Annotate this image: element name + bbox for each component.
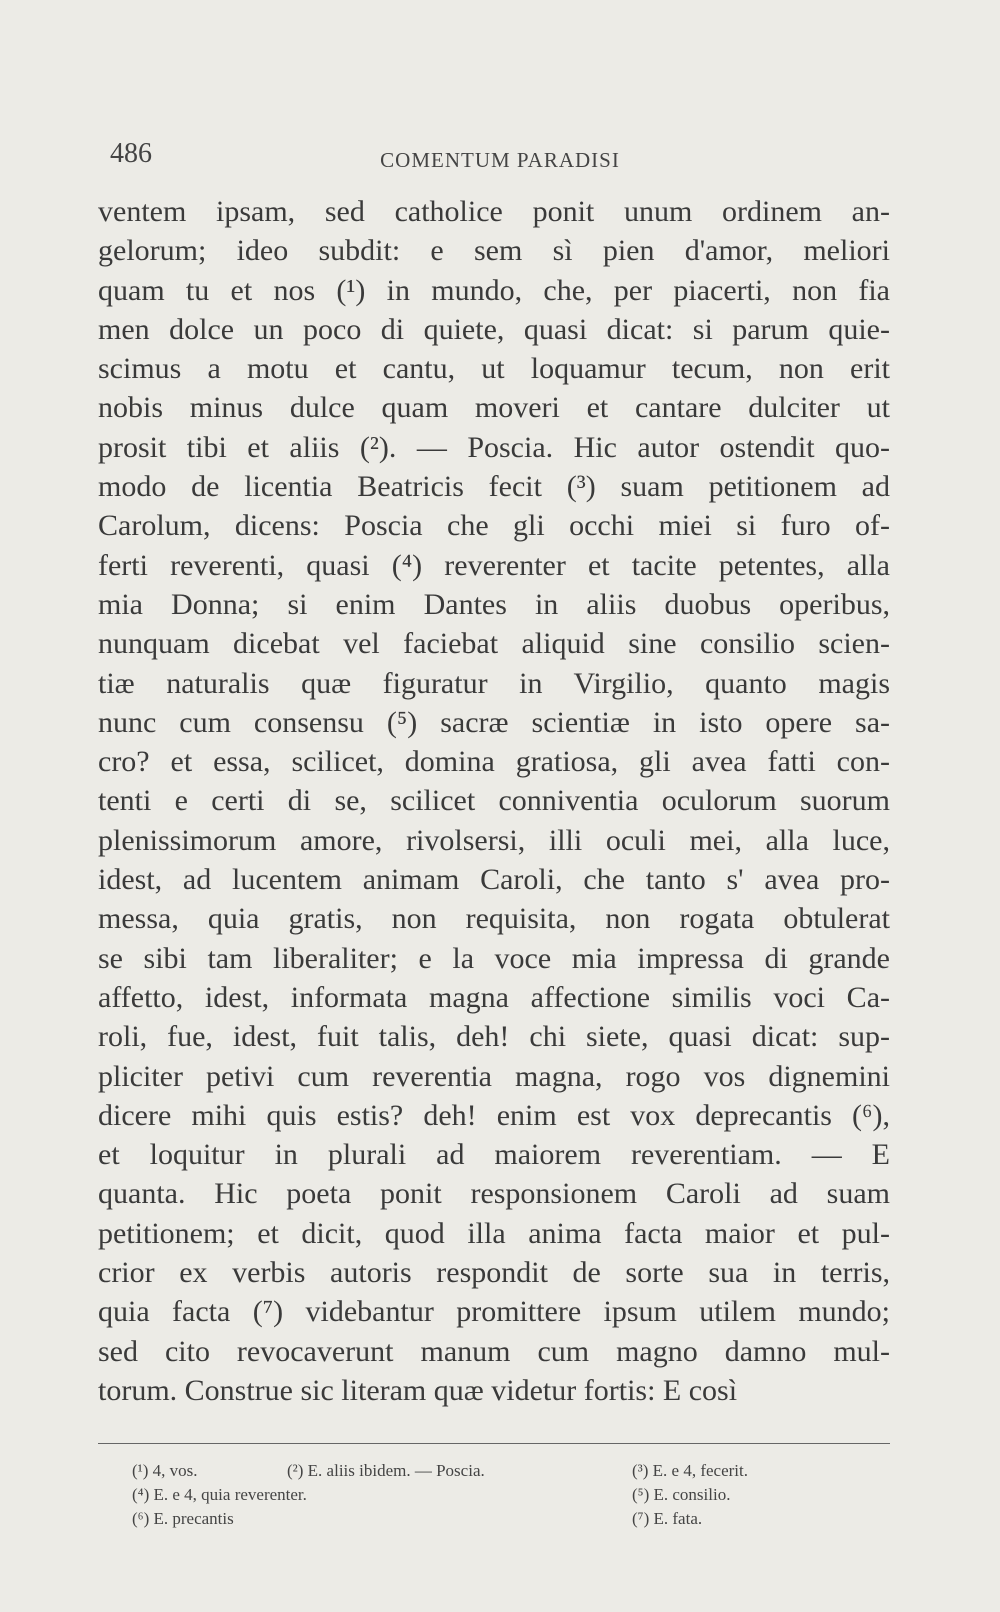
text-line: affetto, idest, informata magna affectione similis voci Ca- <box>98 980 890 1014</box>
text-line: torum. Construe sic literam quæ videtur fortis: E così <box>98 1373 738 1407</box>
text-line: tenti e certi di se, scilicet conniventia oculorum suorum <box>98 784 890 818</box>
text-line: roli, fue, idest, fuit talis, deh! chi siete, quasi dicat: sup- <box>98 1020 890 1054</box>
footnote: (²) E. aliis ibidem. — Poscia. <box>287 1461 485 1480</box>
text-line: ventem ipsam, sed catholice ponit unum ordinem an- <box>98 195 890 228</box>
footnote-divider <box>98 1443 890 1444</box>
text-line: petitionem; et dicit, quod illa anima facta maior et pul- <box>98 1216 890 1250</box>
text-line: ferti reverenti, quasi (⁴) reverenter et tacite petentes, alla <box>98 548 890 582</box>
footnote: (⁷) E. fata. <box>632 1509 703 1528</box>
text-line: dicere mihi quis estis? deh! enim est vox deprecantis (⁶), <box>98 1098 890 1132</box>
text-line: tiæ naturalis quæ figuratur in Virgilio, quanto magis <box>98 666 890 700</box>
text-line: quia facta (⁷) videbantur promittere ipsum utilem mundo; <box>98 1295 890 1329</box>
footnote: (⁵) E. consilio. <box>632 1485 731 1504</box>
page-number: 486 <box>110 138 152 169</box>
text-line: crior ex verbis autoris respondit de sorte sua in terris, <box>98 1256 890 1290</box>
text-line: pliciter petivi cum reverentia magna, rogo vos dignemini <box>98 1059 890 1093</box>
text-line: plenissimorum amore, rivolsersi, illi oculi mei, alla luce, <box>98 823 890 857</box>
text-line: gelorum; ideo subdit: e sem sì pien d'amor, meliori <box>98 234 890 268</box>
text-line: Carolum, dicens: Poscia che gli occhi miei si furo of- <box>98 509 890 543</box>
footnote: (³) E. e 4, fecerit. <box>632 1461 749 1480</box>
text-line: quam tu et nos (¹) in mundo, che, per piacerti, non fia <box>98 273 890 307</box>
text-line: messa, quia gratis, non requisita, non rogata obtulerat <box>98 902 890 936</box>
text-line: nunquam dicebat vel faciebat aliquid sine consilio scien- <box>98 627 890 661</box>
text-line: nobis minus dulce quam moveri et cantare dulciter ut <box>98 391 890 425</box>
text-line: prosit tibi et aliis (²). — Poscia. Hic autor ostendit quo- <box>98 430 890 464</box>
main-text <box>98 192 890 1410</box>
text-line: et loquitur in plurali ad maiorem reverentiam. — E <box>98 1138 890 1172</box>
footnote: (⁴) E. e 4, quia reverenter. <box>132 1485 307 1504</box>
text-line: sed cito revocaverunt manum cum magno damno mul- <box>98 1334 890 1368</box>
text-line: se sibi tam liberaliter; e la voce mia impressa di grande <box>98 941 890 975</box>
text-line: modo de licentia Beatricis fecit (³) suam petitionem ad <box>98 470 890 504</box>
text-line: men dolce un poco di quiete, quasi dicat: si parum quie- <box>98 312 890 346</box>
footnote: (⁶) E. precantis <box>132 1509 234 1528</box>
text-line: quanta. Hic poeta ponit responsionem Caroli ad suam <box>98 1177 890 1211</box>
text-line: idest, ad lucentem animam Caroli, che tanto s' avea pro- <box>98 863 890 897</box>
footnote: (¹) 4, vos. <box>132 1461 198 1480</box>
text-line: cro? et essa, scilicet, domina gratiosa, gli avea fatti con- <box>98 745 890 779</box>
text-line: scimus a motu et cantu, ut loquamur tecum, non erit <box>98 352 890 386</box>
text-line: nunc cum consensu (⁵) sacræ scientiæ in isto opere sa- <box>98 705 890 739</box>
text-line: mia Donna; si enim Dantes in aliis duobus operibus, <box>98 587 890 621</box>
running-title: COMENTUM PARADISI <box>380 148 620 172</box>
